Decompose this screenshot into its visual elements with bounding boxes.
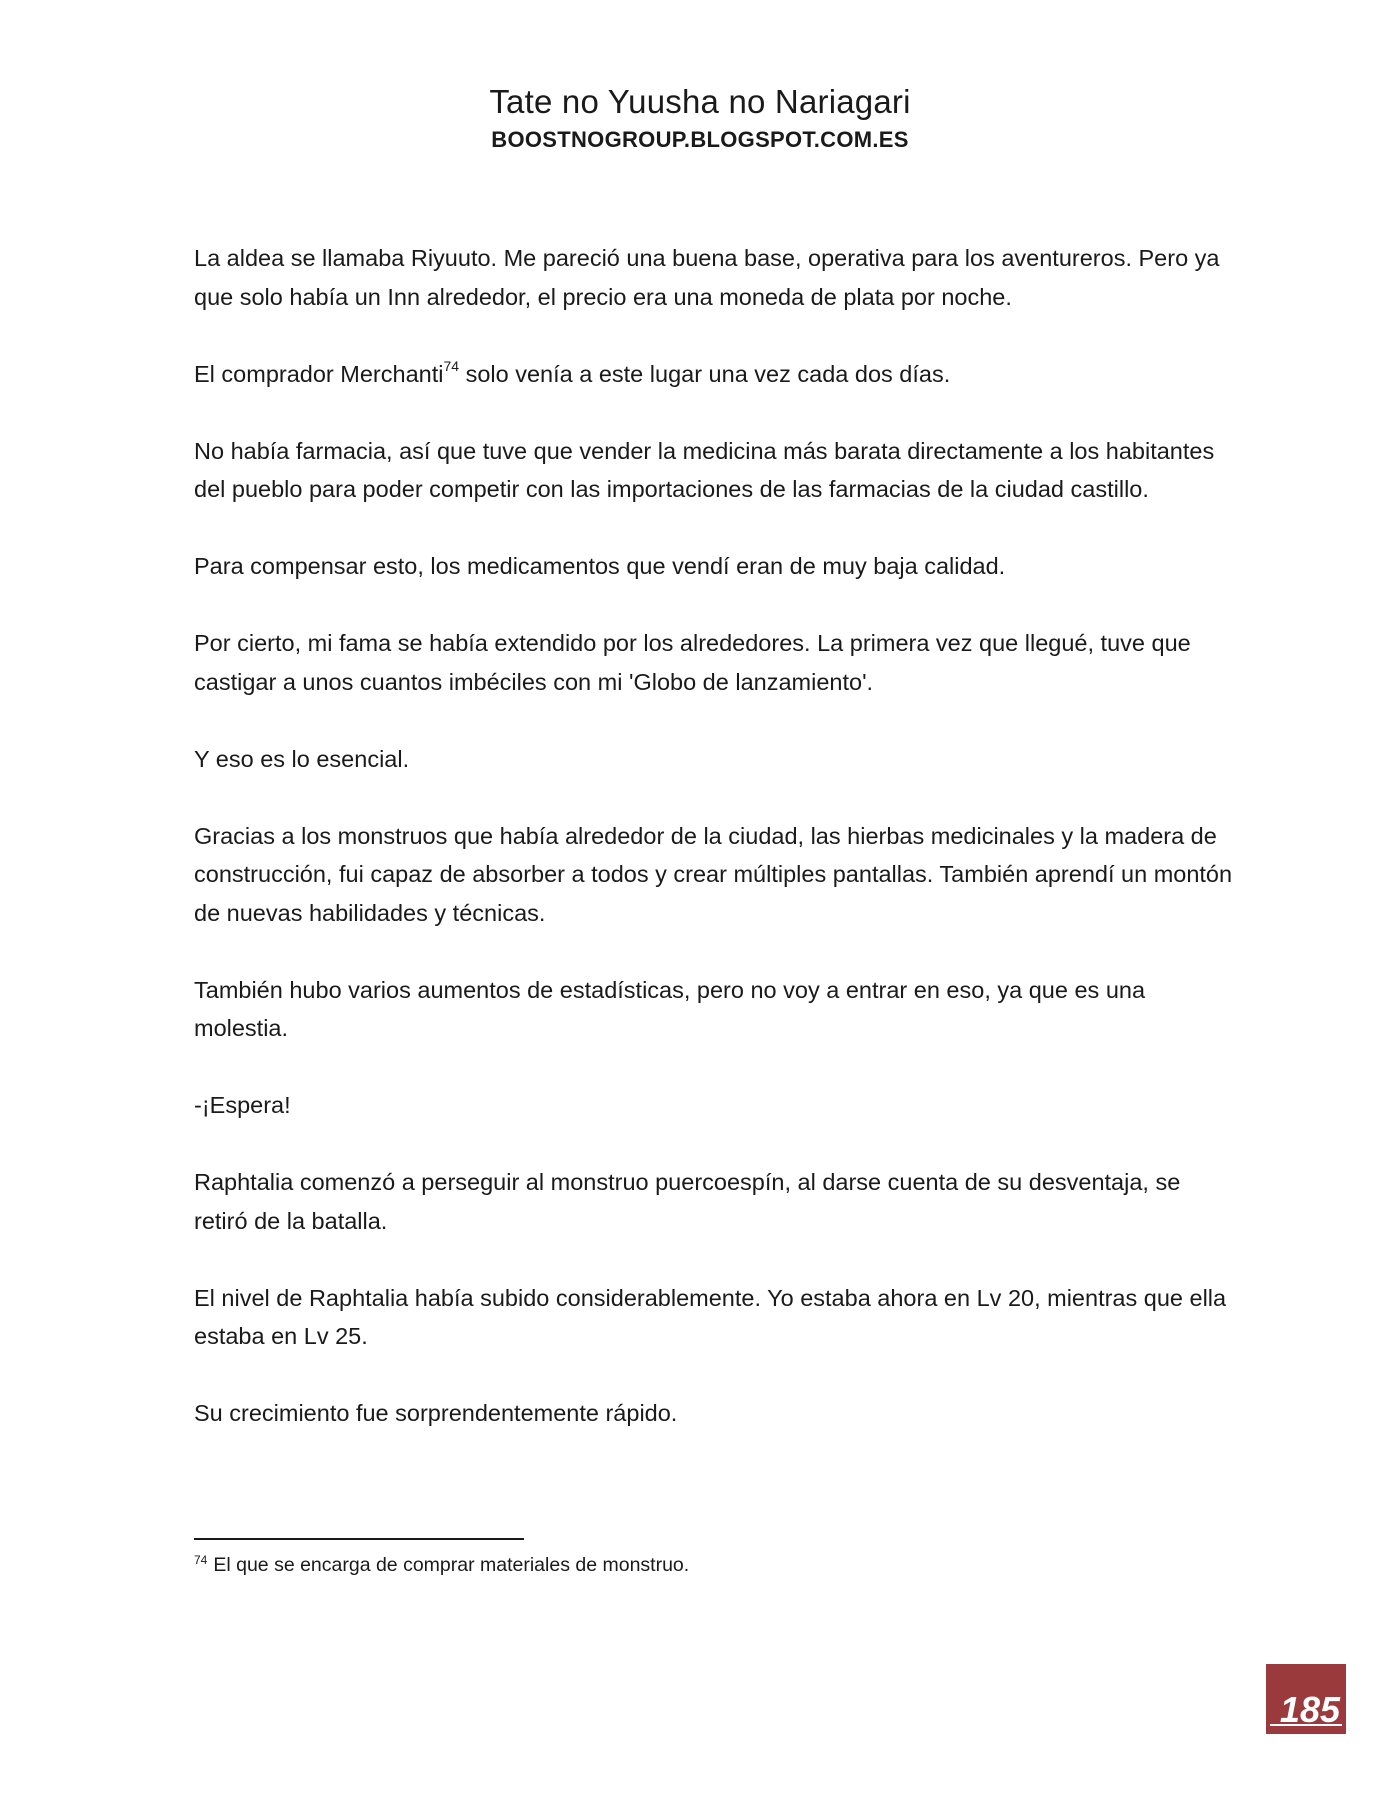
paragraph-4: Para compensar esto, los medicamentos que vendí eran de muy baja calidad.	[194, 553, 1006, 579]
paragraph-6: Y eso es lo esencial.	[194, 745, 410, 772]
paragraph-12: Su crecimiento fue sorprendentemente rápido.	[194, 1400, 678, 1426]
paragraph-5: Por cierto, mi fama se había extendido por los alrededores. La primera vez que llegué, tuve que castigar a unos cuantos imbéciles con mi 'Globo de lanzamiento'.	[194, 630, 1191, 695]
book-title: Tate no Yuusha no Nariagari	[489, 83, 911, 120]
paragraph-2-text-end: solo venía a este lugar una vez cada dos días.	[459, 360, 951, 387]
footnote	[194, 1552, 1194, 1578]
paragraph-2	[194, 355, 1234, 394]
body-text	[194, 239, 1234, 1471]
footnote-text: El que se encarga de comprar materiales de monstruo.	[213, 1554, 690, 1576]
page-number: 185	[1279, 1689, 1340, 1730]
page-header	[0, 82, 1400, 154]
page-number-badge	[1266, 1664, 1346, 1734]
paragraph-7: Gracias a los monstruos que había alrededor de la ciudad, las hierbas medicinales y la madera de construcción, fui capaz de absorber a todos y crear múltiples pantallas. También aprendí un montón de nuevas habilidades y técnicas.	[194, 822, 1233, 926]
blog-url: BOOSTNOGROUP.BLOGSPOT.COM.ES	[491, 127, 909, 152]
paragraph-3: No había farmacia, así que tuve que vender la medicina más barata directamente a los habitantes del pueblo para poder competir con las importaciones de las farmacias de la ciudad castillo.	[194, 437, 1215, 502]
paragraph-9: -¡Espera!	[194, 1092, 291, 1118]
paragraph-1: La aldea se llamaba Riyuuto. Me pareció una buena base, operativa para los aventureros. Pero ya que solo había un Inn alrededor, el precio era una moneda de plata por noche.	[194, 245, 1220, 310]
paragraph-10: Raphtalia comenzó a perseguir al monstruo puercoespín, al darse cuenta de su desventaja, se retiró de la batalla.	[194, 1169, 1181, 1234]
paragraph-2-text-start: El comprador Merchanti	[194, 360, 444, 387]
footnote-reference[interactable]: 74	[443, 357, 460, 374]
footnote-marker: 74	[194, 1552, 208, 1567]
paragraph-8: También hubo varios aumentos de estadísticas, pero no voy a entrar en eso, ya que es una molestia.	[194, 976, 1146, 1041]
paragraph-11: El nivel de Raphtalia había subido considerablemente. Yo estaba ahora en Lv 20, mientras que ella estaba en Lv 25.	[194, 1284, 1227, 1349]
footnote-divider	[194, 1538, 524, 1540]
